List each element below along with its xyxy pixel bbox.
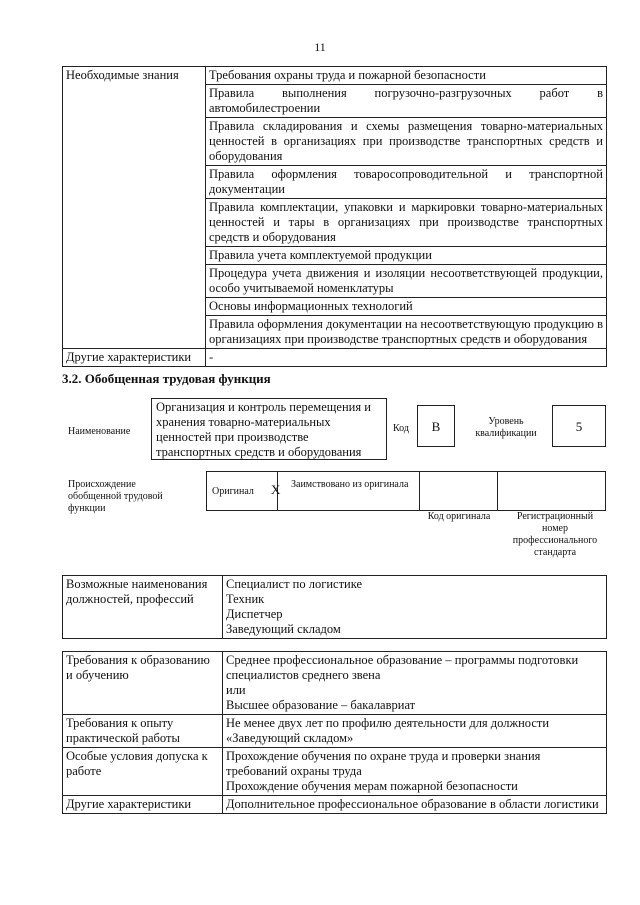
admission-item: Прохождение обучения мерам пожарной безопасности [226, 779, 518, 793]
knowledge-item: Основы информационных технологий [206, 298, 607, 316]
level-value: 5 [552, 405, 606, 447]
knowledge-item: Правила складирования и схемы размещения товарно-материальных ценностей в организациях при производстве транспортных средств и оборудования [206, 118, 607, 166]
other-label: Другие характеристики [63, 796, 223, 814]
name-label: Наименование [68, 426, 131, 437]
experience-label: Требования к опыту практической работы [63, 715, 223, 748]
position-item: Техник [226, 592, 265, 606]
education-item: или [226, 683, 246, 697]
original-label: Оригинал [212, 486, 254, 497]
admission-item: Прохождение обучения по охране труда и проверки знания требований охраны труда [226, 749, 541, 778]
level-label: Уровень квалификации [475, 416, 537, 439]
knowledge-item: Правила оформления товаросопроводительной и транспортной документации [206, 166, 607, 199]
knowledge-item: Процедура учета движения и изоляции несоответствующей продукции, особо учитываемой номенклатуры [206, 265, 607, 298]
position-item: Специалист по логистике [226, 577, 363, 591]
knowledge-item: Требования охраны труда и пожарной безопасности [206, 67, 607, 85]
knowledge-item: Правила учета комплектуемой продукции [206, 247, 607, 265]
original-mark: X [271, 482, 281, 497]
positions-label: Возможные наименования должностей, профессий [63, 576, 223, 639]
education-values [223, 652, 607, 715]
knowledge-table [62, 66, 607, 367]
other-item: Дополнительное профессиональное образование в области логистики [226, 797, 599, 811]
origin-box [206, 471, 606, 511]
page-number: 11 [314, 40, 326, 54]
borrowed-label: Заимствовано из оригинала [291, 479, 409, 490]
education-label: Требования к образованию и обучению [63, 652, 223, 715]
other-values [223, 796, 607, 814]
function-name-value: Организация и контроль перемещения и хранения товарно-материальных ценностей при производстве транспортных средств и оборудования [151, 398, 387, 460]
knowledge-item: Правила выполнения погрузочно-разгрузочных работ в автомобилестроении [206, 85, 607, 118]
registration-number-caption: Регистрационный номер профессионального стандарта [512, 511, 598, 558]
code-value: B [417, 405, 455, 447]
experience-item: Не менее двух лет по профилю деятельности для должности «Заведующий складом» [226, 716, 550, 745]
experience-values [223, 715, 607, 748]
section-heading: 3.2. Обобщенная трудовая функция [62, 371, 271, 386]
education-item: Среднее профессиональное образование – программы подготовки специалистов среднего звена [226, 653, 579, 682]
knowledge-label: Необходимые знания [63, 67, 206, 349]
other-characteristics-value: - [206, 349, 607, 367]
positions-values [223, 576, 607, 639]
admission-values [223, 748, 607, 796]
code-label: Код [393, 423, 409, 434]
origin-label: Происхождение обобщенной трудовой функции [68, 479, 163, 514]
education-item: Высшее образование – бакалавриат [226, 698, 416, 712]
code-original-caption: Код оригинала [427, 511, 491, 522]
position-item: Заведующий складом [226, 622, 341, 636]
knowledge-item: Правила комплектации, упаковки и маркировки товарно-материальных ценностей и тары в организациях при производстве транспортных средств и оборудования [206, 199, 607, 247]
other-characteristics-label: Другие характеристики [63, 349, 206, 367]
positions-table [62, 575, 607, 639]
admission-label: Особые условия допуска к работе [63, 748, 223, 796]
position-item: Диспетчер [226, 607, 283, 621]
knowledge-item: Правила оформления документации на несоответствующую продукцию в организациях при производстве транспортных средств и оборудования [206, 316, 607, 349]
requirements-table [62, 651, 607, 814]
